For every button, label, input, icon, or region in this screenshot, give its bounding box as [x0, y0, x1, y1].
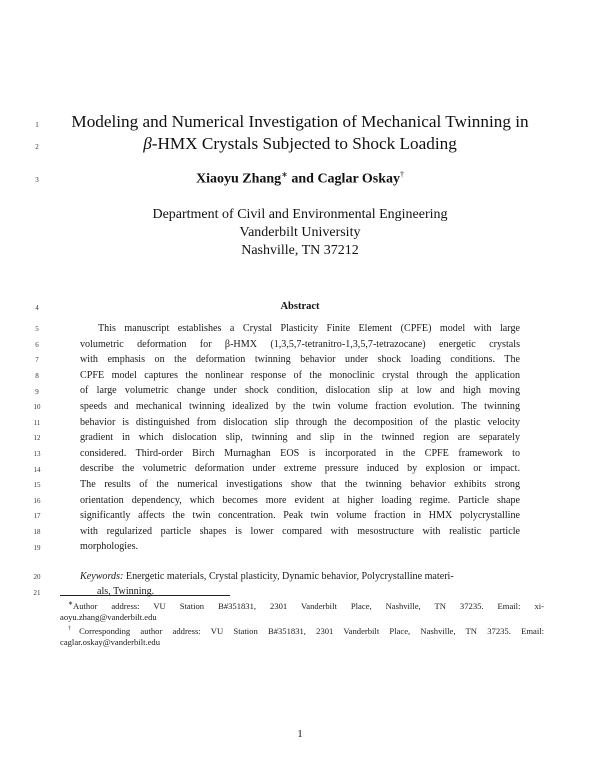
line-number-14: 14	[33, 466, 41, 474]
line-number-2: 2	[35, 143, 39, 151]
line-number-19: 19	[33, 544, 41, 552]
abstract-line: with regularized particle shapes is lower compared with mesostructure with realistic particle	[80, 525, 520, 537]
abstract-line: morphologies.	[80, 541, 139, 553]
abstract-line: CPFE model captures the nonlinear response of the monoclinic crystal through the application	[80, 369, 520, 381]
line-number-1: 1	[35, 121, 39, 129]
title-beta-symbol: β	[143, 134, 152, 153]
paper-title	[60, 111, 540, 155]
line-number-6: 6	[35, 341, 39, 349]
line-number-10: 10	[33, 403, 41, 411]
abstract-line: of large volumetric change under shock condition, dislocation slip at low and high moving	[80, 385, 520, 397]
abstract-line: considered. Third-order Birch Murnaghan EOS is incorporated in the CPFE framework to	[80, 447, 520, 459]
abstract-line: describe the volumetric deformation under extreme pressure induced by explosion or impact.	[80, 463, 520, 475]
affiliation	[60, 206, 540, 260]
line-number-12: 12	[33, 434, 41, 442]
keywords-line-2: als, Twinning.	[97, 586, 155, 597]
title-line-2	[60, 133, 540, 155]
line-number-5: 5	[35, 325, 39, 333]
line-number-13: 13	[33, 450, 41, 458]
line-number-15: 15	[33, 481, 41, 489]
footnotes	[60, 599, 544, 648]
abstract-line: gradient in which dislocation slip, twinning and slip in the twinned region are separately	[80, 432, 520, 444]
author-list	[60, 170, 540, 188]
footnote-corresponding-line-1	[60, 624, 544, 637]
author-connector: and	[287, 171, 318, 187]
abstract-body	[80, 321, 520, 555]
author-footnote-mark-2: †	[400, 170, 405, 179]
affiliation-university: Vanderbilt University	[239, 225, 361, 240]
line-number-9: 9	[35, 388, 39, 396]
footnote-corresponding-mark: †	[68, 625, 80, 632]
keywords-line-1	[80, 569, 520, 584]
author-name-1: Xiaoyu Zhang	[195, 171, 282, 187]
page-number: 1	[297, 728, 303, 740]
footnote-author	[60, 599, 544, 624]
footnote-author-line-1	[60, 599, 544, 612]
abstract-line: speeds and mechanical twinning idealized by the twin volume fraction evolution. The twinning	[80, 400, 520, 412]
line-number-8: 8	[35, 372, 39, 380]
abstract-line: This manuscript establishes a Crystal Plasticity Finite Element (CPFE) model with large	[98, 323, 520, 334]
line-number-7: 7	[35, 356, 39, 364]
footnote-corresponding	[60, 624, 544, 649]
abstract-heading: Abstract	[280, 301, 320, 312]
footnote-rule	[60, 595, 230, 596]
line-number-11: 11	[33, 419, 41, 427]
footnote-author-text: Author address: VU Station B#351831, 2301 Vanderbilt Place, Nashville, TN 37235. Email: xi-	[73, 600, 544, 611]
keywords-label: Keywords:	[80, 571, 124, 582]
affiliation-department: Department of Civil and Environmental Engineering	[152, 207, 448, 222]
keywords-text-1: Energetic materials, Crystal plasticity, Dynamic behavior, Polycrystalline materi-	[123, 571, 454, 582]
line-number-20: 20	[33, 573, 41, 581]
title-line-1: Modeling and Numerical Investigation of Mechanical Twinning in	[71, 112, 529, 131]
title-line-2-text: -HMX Crystals Subjected to Shock Loading	[151, 134, 457, 153]
abstract-line: orientation dependency, which becomes more evident at higher loading regime. Particle shape	[80, 494, 520, 506]
footnote-corresponding-email: caglar.oskay@vanderbilt.edu	[60, 636, 161, 647]
footnote-author-mark: ∗	[68, 601, 74, 607]
line-number-18: 18	[33, 528, 41, 536]
line-number-4: 4	[35, 304, 39, 312]
line-number-21: 21	[33, 589, 41, 597]
abstract-line: significantly affects the twin concentration. Peak twin volume fraction in HMX polycrystalline	[80, 510, 520, 522]
line-number-16: 16	[33, 497, 41, 505]
author-footnote-mark-1: ∗	[281, 170, 288, 179]
affiliation-city: Nashville, TN 37212	[241, 243, 359, 258]
line-number-3: 3	[35, 176, 39, 184]
footnote-author-email: aoyu.zhang@vanderbilt.edu	[60, 612, 157, 623]
abstract-line: volumetric deformation for β-HMX (1,3,5,7-tetranitro-1,3,5,7-tetrazocane) energetic crystals	[80, 338, 520, 350]
line-number-17: 17	[33, 512, 41, 520]
author-name-2: Caglar Oskay	[317, 171, 401, 187]
abstract-line: behavior is distinguished from dislocation slip through the decomposition of the plastic velocity	[80, 416, 520, 428]
abstract-line: The results of the numerical investigations show that the twinning behavior exhibits strong	[80, 478, 520, 490]
footnote-corresponding-text: Corresponding author address: VU Station B#351831, 2301 Vanderbilt Place, Nashville, TN 37235. Email:	[79, 625, 545, 636]
abstract-line: with emphasis on the deformation twinning behavior under shock loading conditions. The	[80, 354, 520, 366]
